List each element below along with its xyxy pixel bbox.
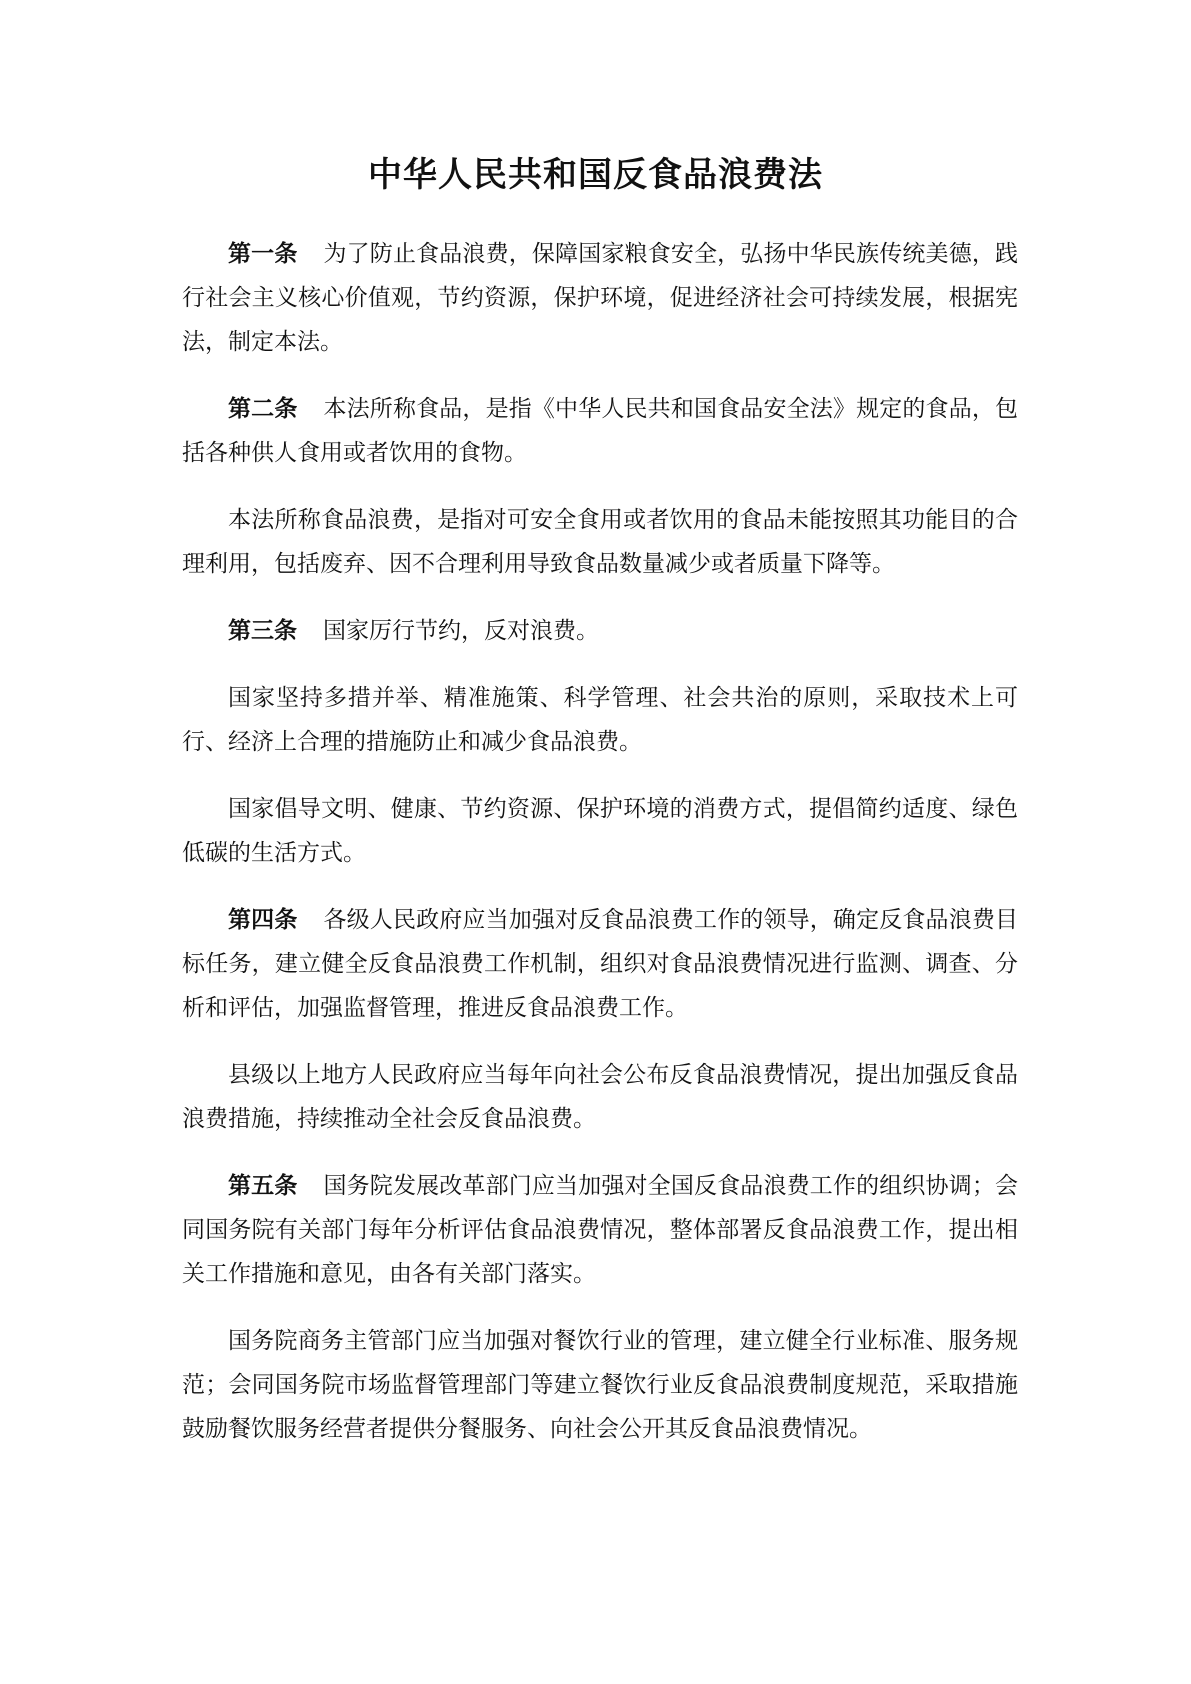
paragraph-text: 为了防止食品浪费，保障国家粮食安全，弘扬中华民族传统美德，践行社会主义核心价值观，节约资源，保护环境，促进经济社会可持续发展，根据宪法，制定本法。 xyxy=(182,241,1018,355)
paragraph-text: 国家坚持多措并举、精准施策、科学管理、社会共治的原则，采取技术上可行、经济上合理的措施防止和减少食品浪费。 xyxy=(182,685,1018,755)
document-title: 中华人民共和国反食品浪费法 xyxy=(368,155,823,195)
paragraph-text: 本法所称食品浪费，是指对可安全食用或者饮用的食品未能按照其功能目的合理利用，包括废弃、因不合理利用导致食品数量减少或者质量下降等。 xyxy=(182,507,1018,577)
paragraph-text: 国家厉行节约，反对浪费。 xyxy=(323,618,599,644)
paragraph-text: 国务院发展改革部门应当加强对全国反食品浪费工作的组织协调；会同国务院有关部门每年分析评估食品浪费情况，整体部署反食品浪费工作，提出相关工作措施和意见，由各有关部门落实。 xyxy=(182,1173,1018,1287)
paragraph-text: 国务院商务主管部门应当加强对餐饮行业的管理，建立健全行业标准、服务规范；会同国务院市场监督管理部门等建立餐饮行业反食品浪费制度规范，采取措施鼓励餐饮服务经营者提供分餐服务、向社会公开其反食品浪费情况。 xyxy=(182,1328,1018,1442)
paragraph-article-2 xyxy=(182,387,1018,475)
article-number: 第一条 xyxy=(228,241,298,267)
paragraph-article-1 xyxy=(182,232,1018,364)
paragraph-text: 各级人民政府应当加强对反食品浪费工作的领导，确定反食品浪费目标任务，建立健全反食品浪费工作机制，组织对食品浪费情况进行监测、调查、分析和评估，加强监督管理，推进反食品浪费工作。 xyxy=(182,907,1018,1021)
paragraph-article-5 xyxy=(182,1164,1018,1296)
document-body xyxy=(182,232,1018,1474)
article-number: 第四条 xyxy=(228,907,298,933)
article-number: 第五条 xyxy=(228,1173,298,1199)
paragraph-article-5-clause-2 xyxy=(182,1319,1018,1451)
paragraph-article-4-clause-2 xyxy=(182,1053,1018,1141)
paragraph-article-3 xyxy=(182,609,1018,653)
paragraph-article-4 xyxy=(182,898,1018,1030)
article-number: 第三条 xyxy=(228,618,297,644)
paragraph-text: 县级以上地方人民政府应当每年向社会公布反食品浪费情况，提出加强反食品浪费措施，持续推动全社会反食品浪费。 xyxy=(182,1062,1018,1132)
paragraph-article-3-clause-3 xyxy=(182,787,1018,875)
paragraph-text: 国家倡导文明、健康、节约资源、保护环境的消费方式，提倡简约适度、绿色低碳的生活方式。 xyxy=(182,796,1018,866)
paragraph-article-3-clause-2 xyxy=(182,676,1018,764)
paragraph-article-2-clause-2 xyxy=(182,498,1018,586)
paragraph-text: 本法所称食品，是指《中华人民共和国食品安全法》规定的食品，包括各种供人食用或者饮用的食物。 xyxy=(182,396,1018,466)
article-number: 第二条 xyxy=(228,396,298,422)
